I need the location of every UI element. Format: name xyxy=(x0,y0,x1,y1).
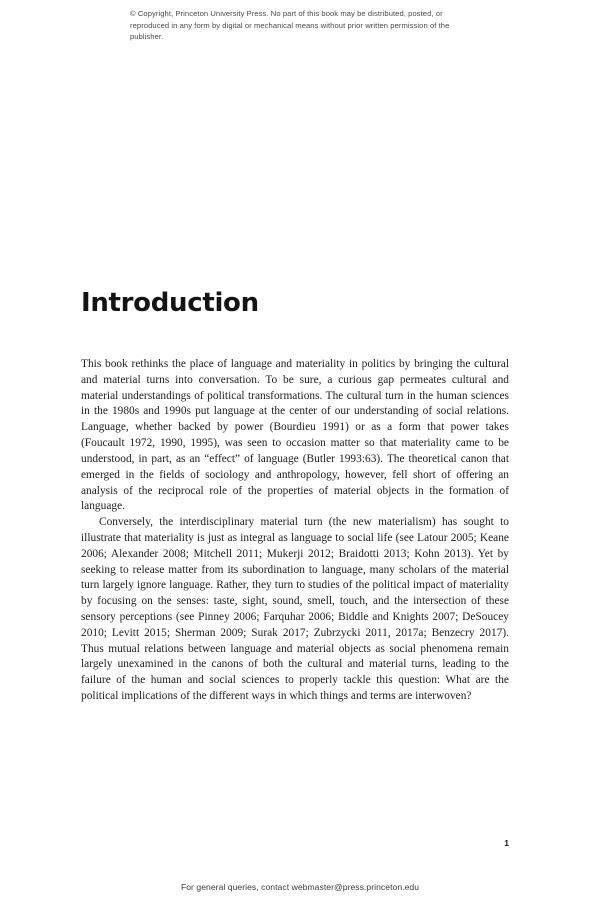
body-text-column xyxy=(81,357,509,705)
page-number: 1 xyxy=(504,838,509,848)
body-paragraph: This book rethinks the place of language and materiality in politics by bringing the cultural and material turns into conversation. To be sure, a curious gap permeates cultural and material understandings of political transformations. The cultural turn in the human sciences in the 1980s and 1990s put language at the center of our understanding of social relations. Language, whether backed by power (Bourdieu 1991) or as a form that power takes (Foucault 1972, 1990, 1995), was seen to occasion matter so that materiality came to be understood, in part, as an “effect” of language (Butler 1993:63). The theoretical canon that emerged in the fields of sociology and anthropology, however, fell short of offering an analysis of the reciprocal role of the properties of material objects in the formation of language. xyxy=(81,358,509,513)
page-title: Introduction xyxy=(81,288,259,319)
copyright-notice: © Copyright, Princeton University Press. No part of this book may be distributed, posted, or reproduced in any form by digital or mechanical means without prior written permission of the publisher. xyxy=(130,9,450,42)
body-paragraph: Conversely, the interdisciplinary material turn (the new materialism) has sought to illustrate that materiality is just as integral as language to social life (see Latour 2005; Keane 2006; Alexander 2008; Mitchell 2011; Mukerji 2012; Braidotti 2013; Kohn 2013). Yet by seeking to release matter from its subordination to language, many scholars of the material turn largely ignore language. Rather, they turn to studies of the political impact of materiality by focusing on the senses: taste, sight, sound, smell, touch, and the intersection of these sensory perceptions (see Pinney 2006; Farquhar 2006; Biddle and Knights 2007; DeSoucey 2010; Levitt 2015; Sherman 2009; Surak 2017; Zubrzycki 2011, 2017a; Benzecry 2017). Thus mutual relations between language and material objects as social phenomena remain largely unexamined in the canons of both the cultural and material turns, leading to the failure of the human and social sciences to properly tackle this question: What are the political implications of the different ways in which things and terms are interwoven? xyxy=(81,516,509,703)
footer-queries-note: For general queries, contact webmaster@press.princeton.edu xyxy=(180,882,420,892)
